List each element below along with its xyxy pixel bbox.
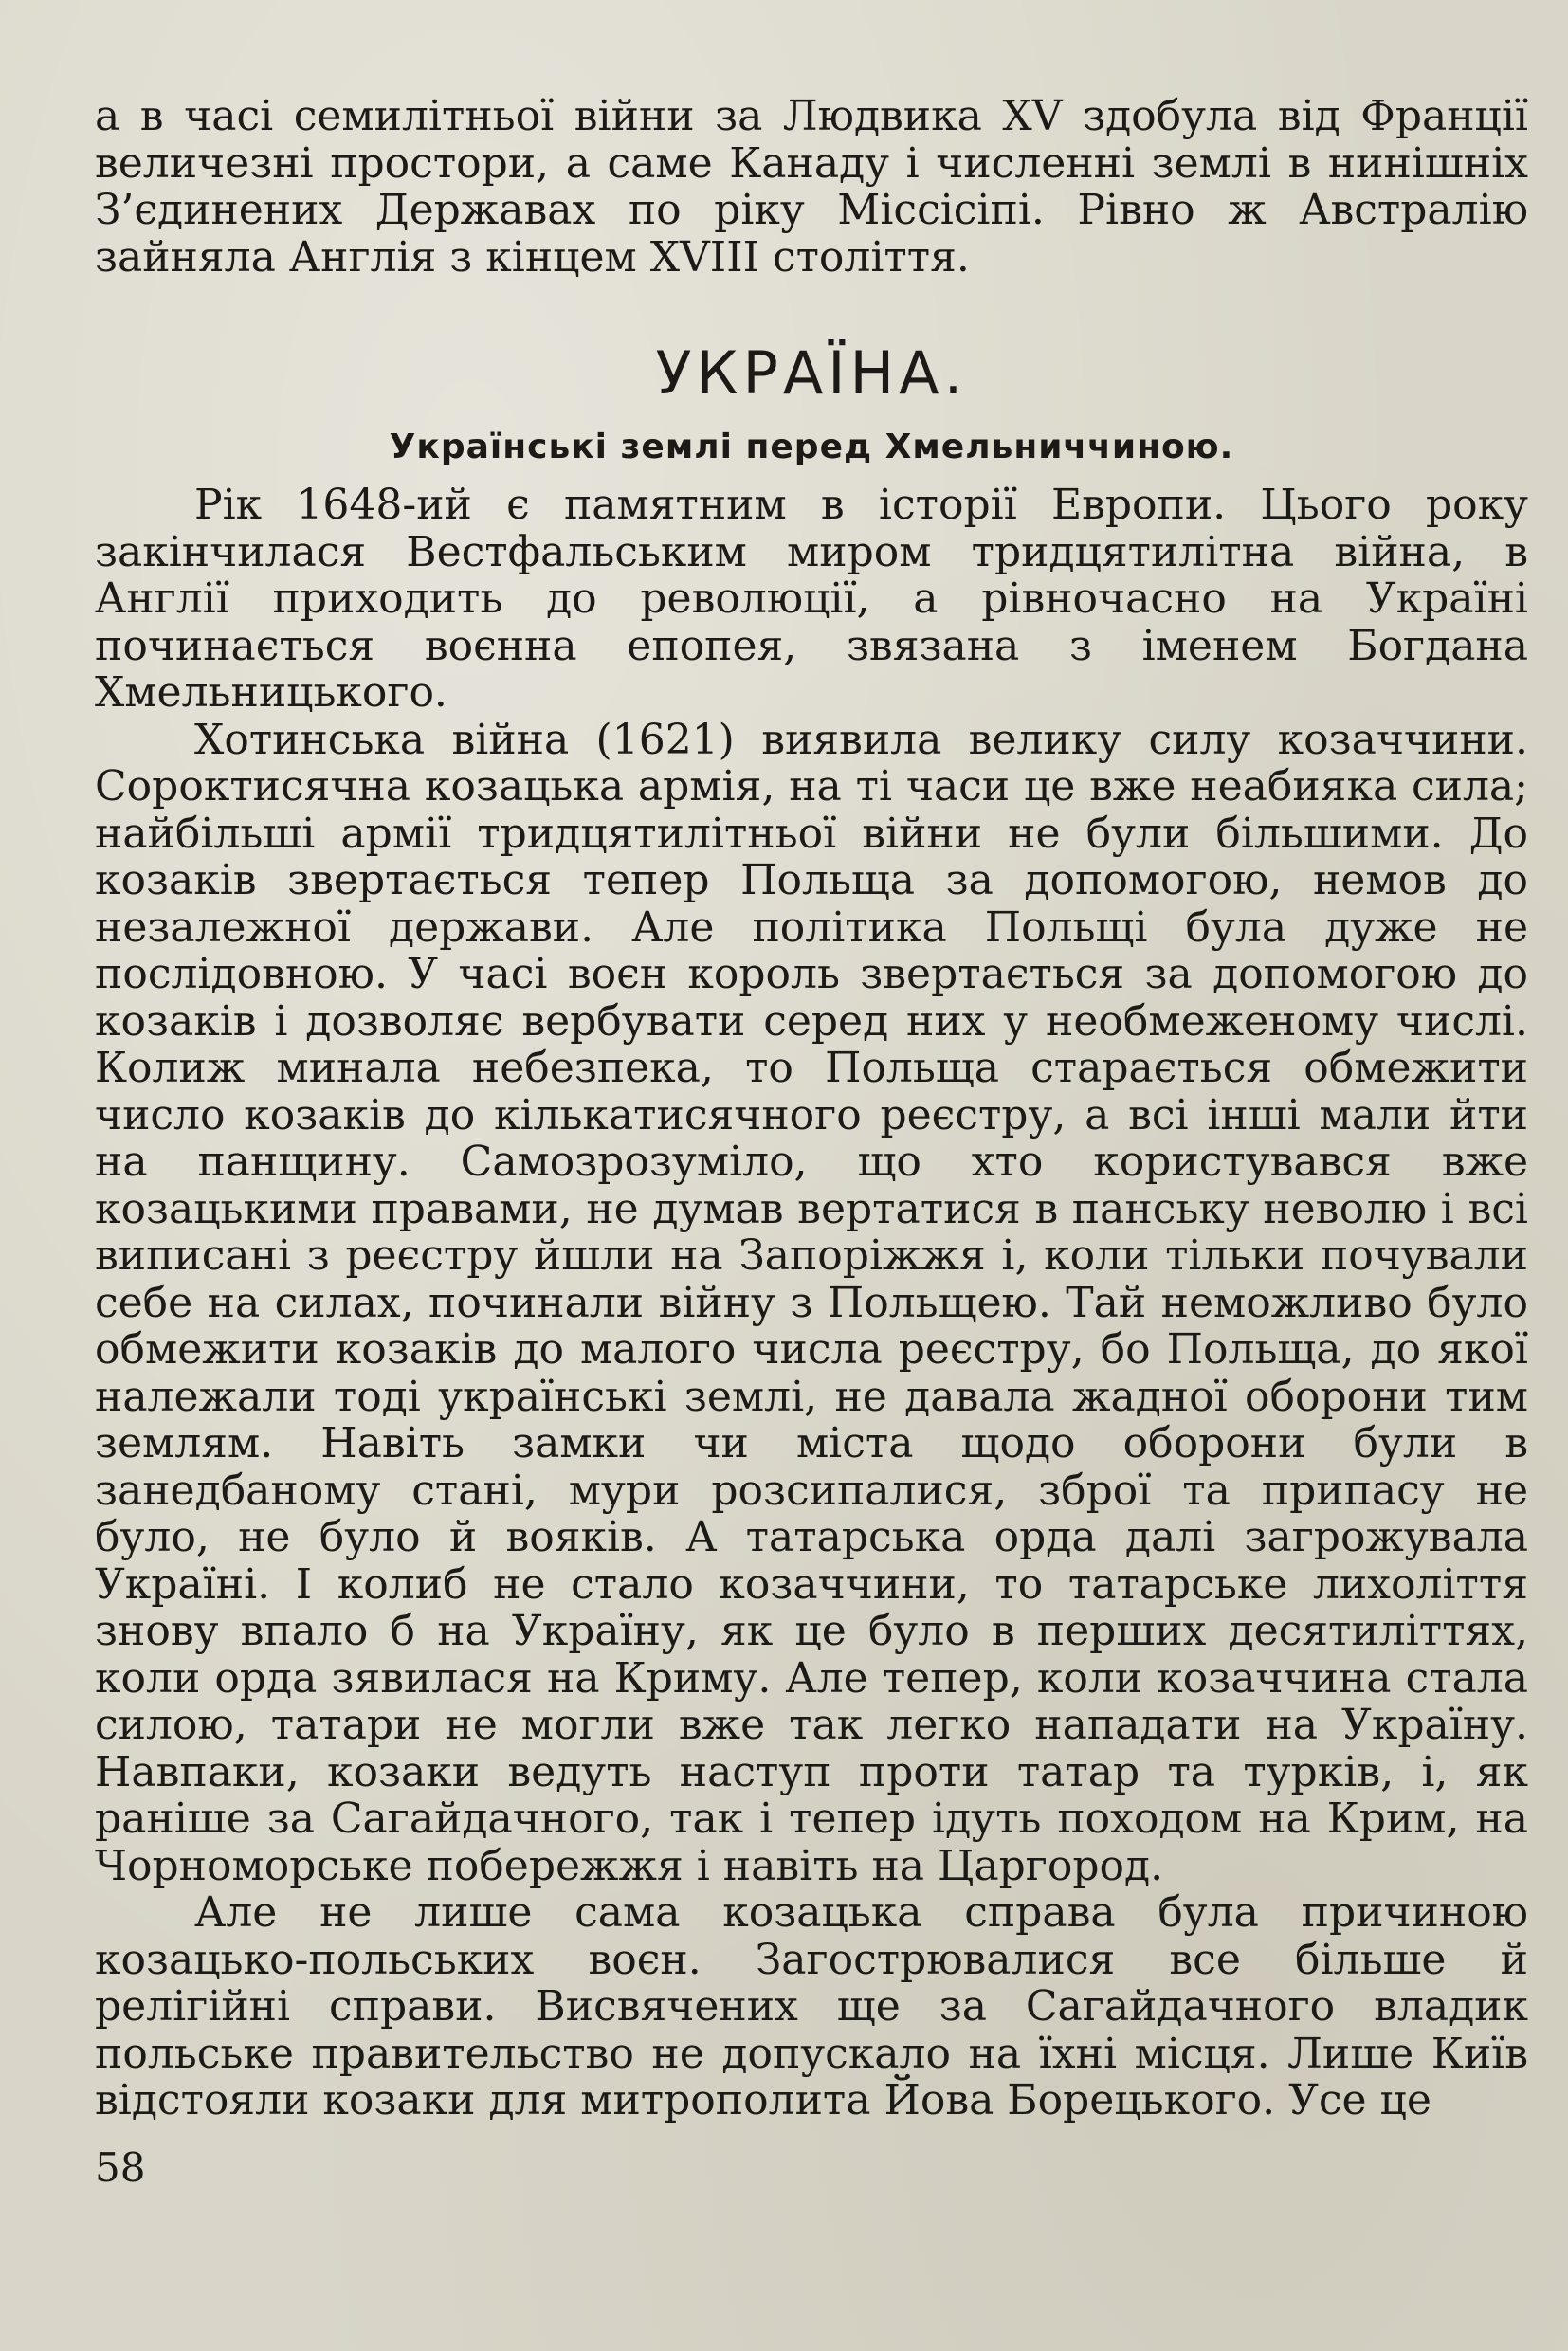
body-paragraph-2: Хотинська війна (1621) виявила велику силу козаччини. Сороктисячна козацька армія, на ті часи це вже неабияка сила; найбільші армії тридцятилітньої війни не були більшими. До козаків звертається тепер Польща за допомогою, немов до незалежної держави. Але політика Польщі була дуже не послідовною. У часі воєн король звертається за допомогою до козаків і дозволяє вербувати серед них у необмеженому числі. Колиж минала небезпека, то Польща старається обмежити число козаків до кількатисячного реєстру, а всі інші мали йти на панщину. Самозрозуміло, що хто користувався вже козацькими правами, не думав вертатися в панську неволю і всі виписані з реєстру йшли на Запоріжжя і, коли тільки почували себе на силах, починали війну з Польщею. Тай неможливо було обмежити козаків до малого числа реєстру, бо Польща, до якої належали тоді українські землі, не давала жадної оборони тим землям. Навіть замки чи міста щодо оборони були в занедбаному стані, мури розсипалися, зброї та припасу не було, не було й вояків. А татарська орда далі загрожувала Україні. І колиб не стало козаччини, то татарське лихоліття знову впало б на Україну, як це було в перших десятиліттях, коли орда зявилася на Криму. Але тепер, коли козаччина стала силою, татари не могли вже так легко нападати на Україну. Навпаки, козаки ведуть наступ проти татар та турків, і, як раніше за Сагайдачного, так і тепер ідуть походом на Крим, на Чорноморське побережжя і навіть на Царгород. xyxy=(95,715,1528,1890)
intro-paragraph: а в часі семилітньої війни за Людвика XV здобула від Франції величезні простори, а саме Канаду і численні землі в нинішніх З’єдинених Державах по ріку Міссісіпі. Рівно ж Австралію зайняла Англія з кінцем XVIII століття. xyxy=(95,92,1528,282)
body-paragraph-3: Але не лише сама козацька справа була причиною козацько-польських воєн. Загострювалися все більше й релігійні справи. Висвячених ще за Сагайдачного владик польське правительство не допускало на їхні місця. Лише Київ відстояли козаки для митрополита Йова Борецького. Усе це xyxy=(95,1888,1528,2124)
subsection-title: Українські землі перед Хмельниччиною. xyxy=(389,428,1234,466)
page-number: 58 xyxy=(95,2144,146,2191)
section-title: УКРАЇНА. xyxy=(655,338,968,408)
body-paragraph-1: Рік 1648-ий є памятним в історії Европи. Цього року закінчилася Вестфальським миром тридцятилітна війна, в Англії приходить до революції, а рівночасно на Україні починається воєнна епопея, звязана з іменем Богдана Хмельницького. xyxy=(95,481,1528,717)
